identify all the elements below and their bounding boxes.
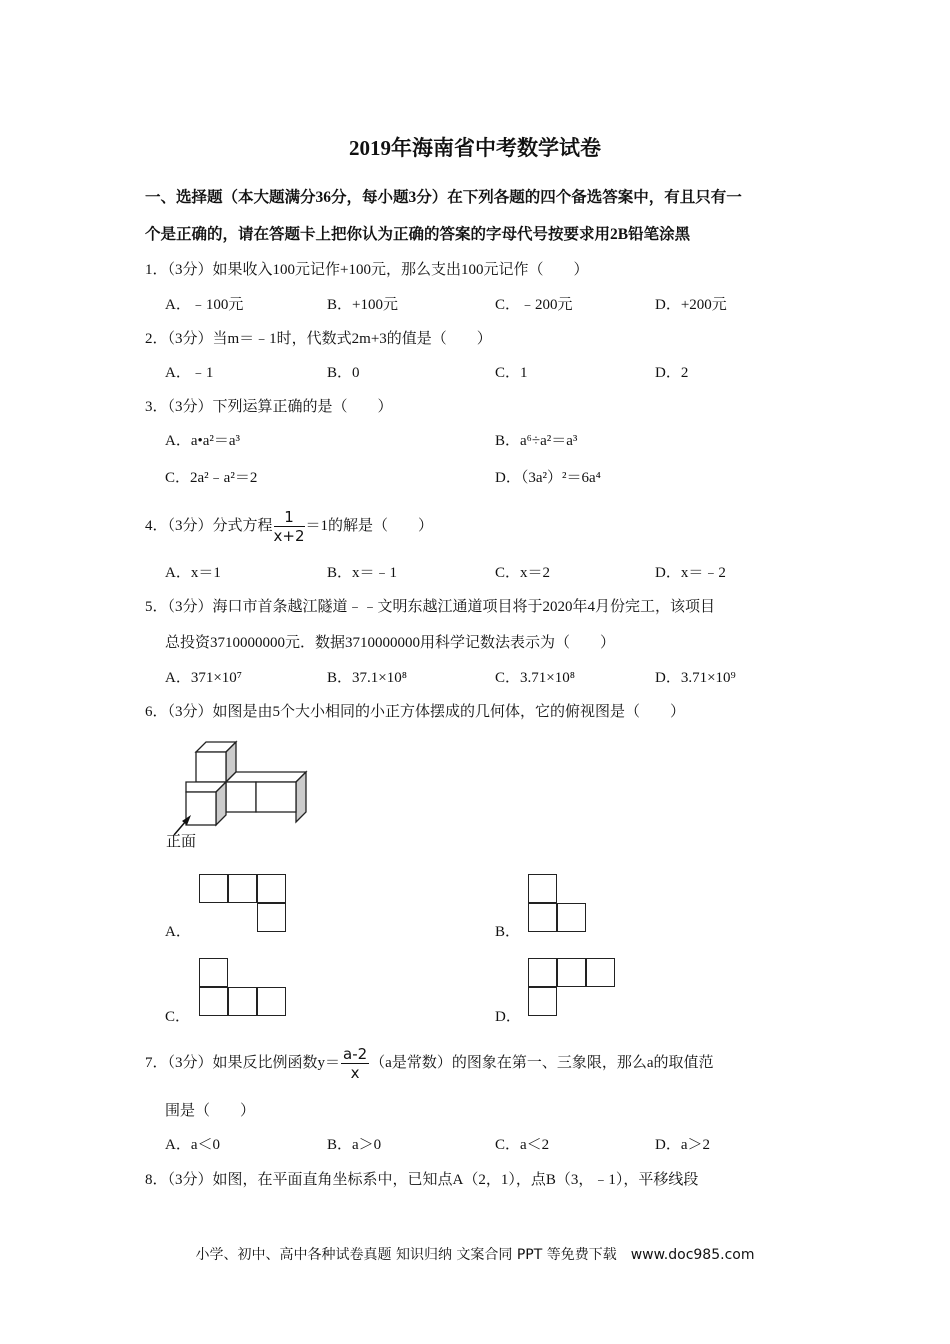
q4-option-d: D．x＝﹣2	[655, 565, 726, 581]
q7-numerator: a-2	[343, 1045, 368, 1063]
q7-fraction	[341, 1045, 369, 1082]
q1-option-c: C．﹣200元	[495, 297, 573, 313]
question-1: 1．（3分）如果收入100元记作+100元，那么支出100元记作（ ）	[145, 262, 589, 278]
q3-option-a: A．a•a²＝a³	[165, 433, 241, 449]
q3-option-d: D．（3a²）²＝6a⁴	[495, 470, 601, 486]
cube-stack-figure	[160, 735, 340, 860]
page-title: 2019年海南省中考数学试卷	[349, 136, 601, 160]
q2-option-d: D．2	[655, 365, 689, 381]
q6-option-d: D．	[495, 1009, 521, 1025]
q2-option-b: B．0	[327, 365, 360, 381]
q4-fraction	[274, 508, 305, 545]
q5-option-b: B．37.1×10⁸	[327, 670, 407, 686]
q7-option-b: B．a＞0	[327, 1137, 382, 1153]
q3-option-c: C．2a²﹣a²＝2	[165, 470, 258, 486]
question-7-line2: 围是（ ）	[165, 1103, 256, 1119]
q2-option-a: A．﹣1	[165, 365, 214, 381]
question-8: 8．（3分）如图，在平面直角坐标系中，已知点A（2，1），点B（3，﹣1），平移线段	[145, 1172, 699, 1188]
q5-option-d: D．3.71×10⁹	[655, 670, 736, 686]
q6-option-c: C．	[165, 1009, 191, 1025]
question-5-line2: 总投资3710000000元．数据3710000000用科学记数法表示为（ ）	[165, 635, 616, 651]
question-2: 2．（3分）当m＝﹣1时，代数式2m+3的值是（ ）	[145, 331, 492, 347]
q4-option-a: A．x＝1	[165, 565, 221, 581]
q2-option-c: C．1	[495, 365, 528, 381]
q4-denominator: x+2	[273, 527, 305, 545]
section-instructions-line1: 一、选择题（本大题满分36分，每小题3分）在下列各题的四个备选答案中，有且只有一	[145, 189, 742, 206]
q4-option-b: B．x＝﹣1	[327, 565, 398, 581]
q4-option-c: C．x＝2	[495, 565, 551, 581]
q7-text-before: 7．（3分）如果反比例函数y＝	[145, 1054, 341, 1071]
q1-option-b: B．+100元	[327, 297, 398, 313]
footer-text: 小学、初中、高中各种试卷真题 知识归纳 文案合同 PPT 等免费下载 www.doc985.com	[195, 1247, 755, 1263]
q3-option-b: B．a⁶÷a²＝a³	[495, 433, 578, 449]
q7-option-c: C．a＜2	[495, 1137, 550, 1153]
question-3: 3．（3分）下列运算正确的是（ ）	[145, 399, 393, 415]
question-4	[145, 508, 433, 545]
q6-option-a: A．	[165, 924, 191, 940]
q6-option-b: B．	[495, 924, 521, 940]
q4-numerator: 1	[274, 508, 305, 527]
q5-option-a: A．371×10⁷	[165, 670, 243, 686]
q1-option-d: D．+200元	[655, 297, 727, 313]
question-6: 6．（3分）如图是由5个大小相同的小正方体摆成的几何体，它的俯视图是（ ）	[145, 704, 686, 720]
q7-text-after: （a是常数）的图象在第一、三象限，那么a的取值范	[370, 1054, 714, 1071]
q5-option-c: C．3.71×10⁸	[495, 670, 575, 686]
q7-denominator: x	[350, 1064, 360, 1082]
question-7	[145, 1045, 714, 1082]
question-5: 5．（3分）海口市首条越江隧道﹣﹣文明东越江通道项目将于2020年4月份完工，该项目	[145, 599, 716, 615]
q4-text-before: 4．（3分）分式方程	[145, 517, 273, 534]
front-label: 正面	[166, 832, 197, 850]
q7-option-d: D．a＞2	[655, 1137, 710, 1153]
q1-option-a: A．﹣100元	[165, 297, 244, 313]
q4-text-after: ＝1的解是（ ）	[305, 517, 434, 534]
section-instructions-line2: 个是正确的，请在答题卡上把你认为正确的答案的字母代号按要求用2B铅笔涂黑	[145, 226, 691, 243]
q7-option-a: A．a＜0	[165, 1137, 220, 1153]
